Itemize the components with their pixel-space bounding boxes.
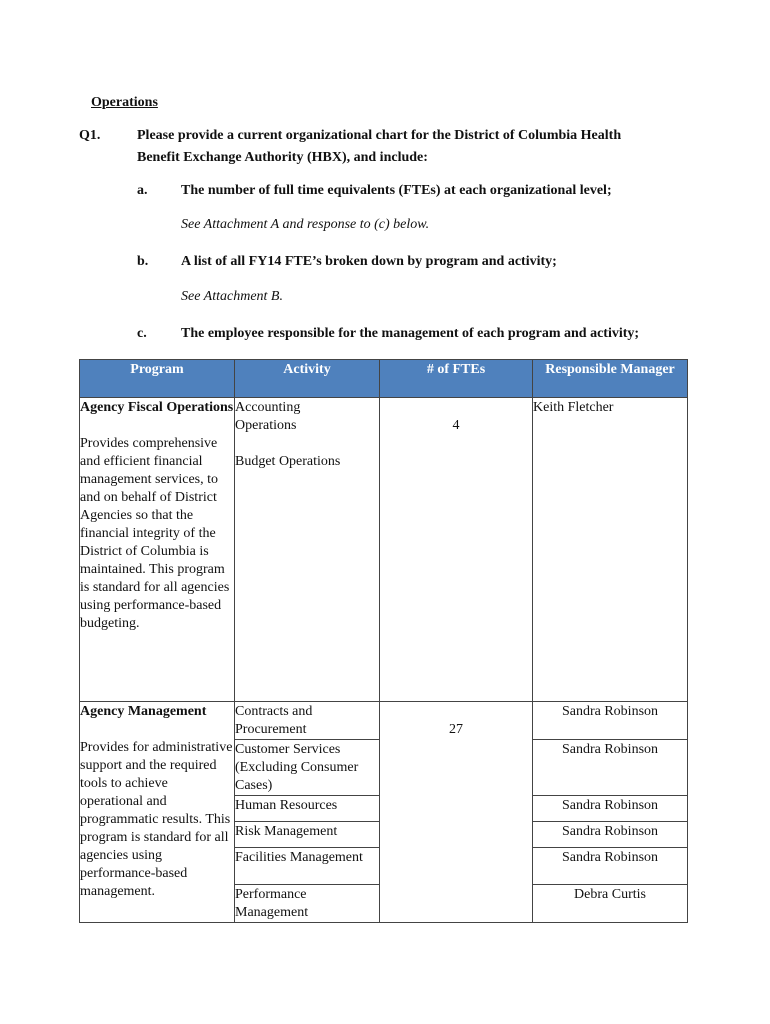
item-c-letter: c. [137, 326, 147, 341]
manager-cell: Sandra Robinson [533, 740, 688, 796]
activity-name: Risk Management [235, 822, 380, 848]
activity-cell [235, 398, 380, 702]
item-b-letter: b. [137, 254, 149, 269]
activity-name: Accounting Operations [235, 400, 301, 433]
manager-cell: Debra Curtis [533, 885, 688, 923]
table-row [80, 398, 688, 702]
manager-cell: Sandra Robinson [533, 822, 688, 848]
item-b-prompt: A list of all FY14 FTE’s broken down by program and activity; [181, 254, 557, 269]
item-a-response: See Attachment A and response to (c) below. [181, 217, 430, 232]
item-a-letter: a. [137, 183, 148, 198]
program-title: Agency Fiscal Operations [80, 400, 234, 415]
fte-cell: 27 [380, 702, 533, 923]
item-c-prompt: The employee responsible for the management of each program and activity; [181, 326, 640, 341]
header-program: Program [80, 360, 235, 398]
section-title: Operations [91, 95, 158, 110]
manager-cell: Sandra Robinson [533, 796, 688, 822]
program-cell [80, 702, 235, 923]
manager-cell: Sandra Robinson [533, 702, 688, 740]
program-table [79, 359, 688, 923]
item-a-prompt: The number of full time equivalents (FTEs) at each organizational level; [181, 183, 612, 198]
program-title: Agency Management [80, 704, 207, 719]
header-ftes: # of FTEs [380, 360, 533, 398]
manager-cell: Keith Fletcher [533, 398, 688, 702]
activity-name: Contracts and Procurement [235, 702, 380, 740]
activity-name: Customer Services (Excluding Consumer Cases) [235, 740, 380, 796]
header-activity: Activity [235, 360, 380, 398]
item-b-response: See Attachment B. [181, 289, 283, 304]
header-manager: Responsible Manager [533, 360, 688, 398]
question-text-line2: Benefit Exchange Authority (HBX), and include: [137, 150, 428, 165]
question-number: Q1. [79, 128, 101, 143]
fte-cell: 4 [380, 398, 533, 702]
question-text-line1: Please provide a current organizational chart for the District of Columbia Health [137, 128, 622, 143]
activity-name: Human Resources [235, 796, 380, 822]
activity-name: Facilities Management [235, 848, 380, 885]
manager-cell: Sandra Robinson [533, 848, 688, 885]
program-description: Provides for administrative support and the required tools to achieve operational and programmatic results. This program is standard for all agencies using performance-based management. [80, 740, 233, 899]
table-header-row [80, 360, 688, 398]
program-cell [80, 398, 235, 702]
table-row [80, 702, 688, 740]
activity-name: Performance Management [235, 885, 380, 923]
activity-name: Budget Operations [235, 454, 341, 469]
program-description: Provides comprehensive and efficient financial management services, to and on behalf of District Agencies so that the financial integrity of the District of Columbia is maintained. This program is standard for all agencies using performance-based budgeting. [80, 436, 230, 631]
